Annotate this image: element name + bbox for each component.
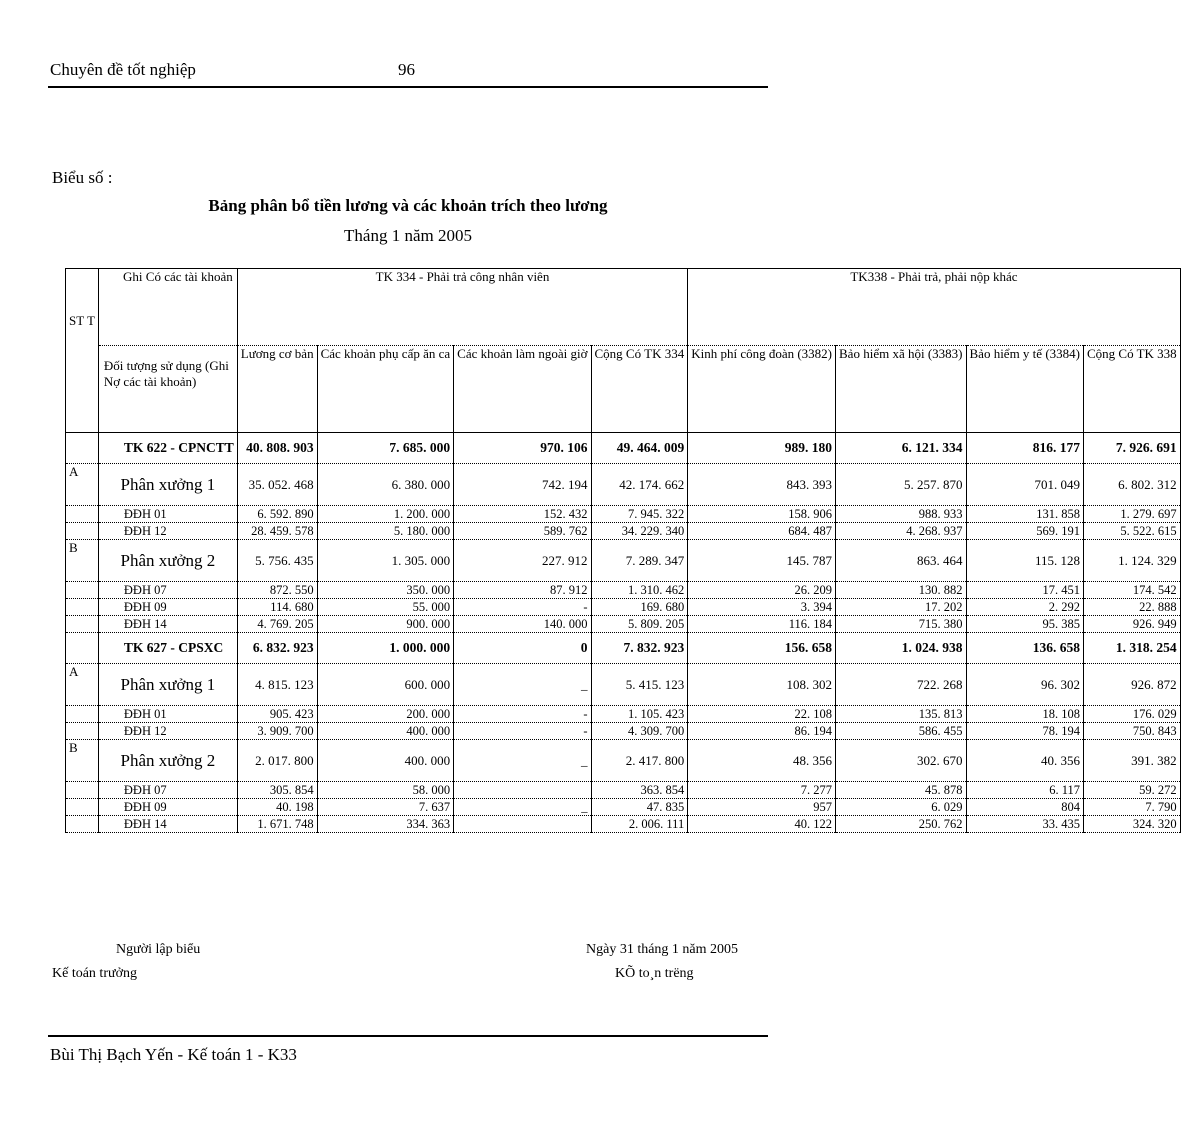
row-label: Phân xưởng 1 (98, 664, 237, 706)
amount-cell (454, 816, 591, 833)
amount-cell: - (454, 706, 591, 723)
order-row (66, 706, 1181, 723)
amount-cell: 108. 302 (688, 664, 836, 706)
amount-cell: - (454, 599, 591, 616)
row-stt (66, 523, 99, 540)
amount-cell: 391. 382 (1083, 740, 1180, 782)
amount-cell: 926. 949 (1083, 616, 1180, 633)
amount-cell: 45. 878 (836, 782, 966, 799)
row-stt (66, 599, 99, 616)
amount-cell: 40. 122 (688, 816, 836, 833)
amount-cell: 26. 209 (688, 582, 836, 599)
amount-cell: 324. 320 (1083, 816, 1180, 833)
amount-cell: 4. 769. 205 (237, 616, 317, 633)
amount-cell: 7. 790 (1083, 799, 1180, 816)
row-label: Phân xưởng 2 (98, 740, 237, 782)
row-label: ĐĐH 14 (98, 616, 237, 633)
amount-cell: 7. 685. 000 (317, 433, 454, 464)
workshop-row (66, 664, 1181, 706)
row-stt (66, 706, 99, 723)
amount-cell: 1. 024. 938 (836, 633, 966, 664)
amount-cell: 957 (688, 799, 836, 816)
amount-cell: 130. 882 (836, 582, 966, 599)
row-label: ĐĐH 12 (98, 723, 237, 740)
amount-cell: 96. 302 (966, 664, 1083, 706)
amount-cell: 40. 808. 903 (237, 433, 317, 464)
workshop-row (66, 740, 1181, 782)
amount-cell: 750. 843 (1083, 723, 1180, 740)
footer-rule (48, 1035, 768, 1037)
amount-cell: 742. 194 (454, 464, 591, 506)
amount-cell: 6. 117 (966, 782, 1083, 799)
amount-cell: - (454, 723, 591, 740)
amount-cell: 22. 108 (688, 706, 836, 723)
amount-cell: 589. 762 (454, 523, 591, 540)
row-label: ĐĐH 01 (98, 506, 237, 523)
amount-cell: 250. 762 (836, 816, 966, 833)
order-row (66, 582, 1181, 599)
amount-cell: 200. 000 (317, 706, 454, 723)
account-total-row (66, 633, 1181, 664)
amount-cell: 4. 268. 937 (836, 523, 966, 540)
table-header-row-2 (66, 346, 1181, 433)
workshop-row (66, 464, 1181, 506)
account-total-row (66, 433, 1181, 464)
amount-cell: 7. 289. 347 (591, 540, 688, 582)
order-row (66, 599, 1181, 616)
row-label: ĐĐH 01 (98, 706, 237, 723)
amount-cell: 569. 191 (966, 523, 1083, 540)
tk338-group-header: TK338 - Phải trả, phải nộp khác (688, 269, 1180, 346)
form-number-label: Biểu số : (52, 168, 113, 187)
column-header: Cộng Có TK 338 (1083, 346, 1180, 433)
header-rule (48, 86, 768, 88)
amount-cell: 1. 279. 697 (1083, 506, 1180, 523)
amount-cell: 176. 029 (1083, 706, 1180, 723)
order-row (66, 723, 1181, 740)
amount-cell: _ (454, 799, 591, 816)
amount-cell: 2. 292 (966, 599, 1083, 616)
amount-cell: 227. 912 (454, 540, 591, 582)
row-stt: B (66, 740, 99, 782)
amount-cell: 131. 858 (966, 506, 1083, 523)
row-label: ĐĐH 07 (98, 782, 237, 799)
amount-cell: 926. 872 (1083, 664, 1180, 706)
amount-cell: 4. 309. 700 (591, 723, 688, 740)
allocation-table (65, 268, 1181, 833)
amount-cell: 400. 000 (317, 723, 454, 740)
amount-cell: 152. 432 (454, 506, 591, 523)
amount-cell: 2. 417. 800 (591, 740, 688, 782)
amount-cell: 33. 435 (966, 816, 1083, 833)
column-header: Các khoản phụ cấp ăn ca (317, 346, 454, 433)
amount-cell: 7. 926. 691 (1083, 433, 1180, 464)
amount-cell: 350. 000 (317, 582, 454, 599)
amount-cell: 900. 000 (317, 616, 454, 633)
row-stt (66, 782, 99, 799)
amount-cell: _ (454, 664, 591, 706)
amount-cell: 135. 813 (836, 706, 966, 723)
row-stt (66, 723, 99, 740)
row-label: Phân xưởng 1 (98, 464, 237, 506)
row-label: TK 622 - CPNCTT (98, 433, 237, 464)
amount-cell: 4. 815. 123 (237, 664, 317, 706)
signature-date: Ngày 31 tháng 1 năm 2005 (586, 942, 739, 957)
amount-cell: 5. 415. 123 (591, 664, 688, 706)
amount-cell: 40. 356 (966, 740, 1083, 782)
column-header: Cộng Có TK 334 (591, 346, 688, 433)
table-header-row-1 (66, 269, 1181, 346)
column-header: Các khoản làm ngoài giờ (454, 346, 591, 433)
amount-cell: 363. 854 (591, 782, 688, 799)
amount-cell: 1. 310. 462 (591, 582, 688, 599)
row-label: ĐĐH 14 (98, 816, 237, 833)
amount-cell: 17. 202 (836, 599, 966, 616)
order-row (66, 782, 1181, 799)
order-row (66, 816, 1181, 833)
amount-cell: 42. 174. 662 (591, 464, 688, 506)
amount-cell: 116. 184 (688, 616, 836, 633)
tk334-group-header: TK 334 - Phải trả công nhân viên (237, 269, 687, 346)
amount-cell: 6. 802. 312 (1083, 464, 1180, 506)
amount-cell: 156. 658 (688, 633, 836, 664)
row-label: TK 627 - CPSXC (98, 633, 237, 664)
amount-cell: 3. 394 (688, 599, 836, 616)
amount-cell: 87. 912 (454, 582, 591, 599)
amount-cell: 55. 000 (317, 599, 454, 616)
amount-cell: 1. 200. 000 (317, 506, 454, 523)
amount-cell: 59. 272 (1083, 782, 1180, 799)
amount-cell: 5. 522. 615 (1083, 523, 1180, 540)
amount-cell: 302. 670 (836, 740, 966, 782)
amount-cell: 136. 658 (966, 633, 1083, 664)
amount-cell: 2. 006. 111 (591, 816, 688, 833)
amount-cell: 115. 128 (966, 540, 1083, 582)
amount-cell: 1. 305. 000 (317, 540, 454, 582)
amount-cell: 872. 550 (237, 582, 317, 599)
amount-cell: 78. 194 (966, 723, 1083, 740)
amount-cell: 1. 318. 254 (1083, 633, 1180, 664)
row-label: Phân xưởng 2 (98, 540, 237, 582)
chief-accountant-label: Kế toán trưởng (52, 966, 137, 981)
stt-header: ST T (66, 269, 99, 433)
document-header-title: Chuyên đề tốt nghiệp (50, 60, 196, 79)
table-subtitle: Tháng 1 năm 2005 (344, 226, 472, 245)
amount-cell: 6. 832. 923 (237, 633, 317, 664)
row-stt: B (66, 540, 99, 582)
amount-cell: 140. 000 (454, 616, 591, 633)
document-footer: Bùi Thị Bạch Yến - Kế toán 1 - K33 (50, 1045, 297, 1064)
amount-cell: 722. 268 (836, 664, 966, 706)
amount-cell: 18. 108 (966, 706, 1083, 723)
row-stt (66, 506, 99, 523)
amount-cell: 305. 854 (237, 782, 317, 799)
amount-cell: 34. 229. 340 (591, 523, 688, 540)
amount-cell: 7. 637 (317, 799, 454, 816)
table-title: Bảng phân bổ tiền lương và các khoản trích theo lương (208, 196, 608, 215)
workshop-row (66, 540, 1181, 582)
amount-cell: _ (454, 740, 591, 782)
row-stt (66, 582, 99, 599)
amount-cell: 989. 180 (688, 433, 836, 464)
row-stt: A (66, 664, 99, 706)
amount-cell: 334. 363 (317, 816, 454, 833)
amount-cell: 586. 455 (836, 723, 966, 740)
row-stt: A (66, 464, 99, 506)
column-header: Kinh phí công đoàn (3382) (688, 346, 836, 433)
amount-cell: 169. 680 (591, 599, 688, 616)
amount-cell: 158. 906 (688, 506, 836, 523)
amount-cell: 3. 909. 700 (237, 723, 317, 740)
amount-cell: 48. 356 (688, 740, 836, 782)
amount-cell: 114. 680 (237, 599, 317, 616)
amount-cell: 5. 809. 205 (591, 616, 688, 633)
amount-cell: 7. 832. 923 (591, 633, 688, 664)
preparer-signature-label: Người lập biểu (116, 942, 201, 957)
row-stt (66, 816, 99, 833)
amount-cell: 17. 451 (966, 582, 1083, 599)
amount-cell: 40. 198 (237, 799, 317, 816)
order-row (66, 506, 1181, 523)
amount-cell (454, 782, 591, 799)
amount-cell: 1. 105. 423 (591, 706, 688, 723)
column-header: Bảo hiểm xã hội (3383) (836, 346, 966, 433)
row-label: ĐĐH 07 (98, 582, 237, 599)
amount-cell: 970. 106 (454, 433, 591, 464)
amount-cell: 6. 380. 000 (317, 464, 454, 506)
amount-cell: 905. 423 (237, 706, 317, 723)
amount-cell: 684. 487 (688, 523, 836, 540)
amount-cell: 5. 180. 000 (317, 523, 454, 540)
amount-cell: 49. 464. 009 (591, 433, 688, 464)
amount-cell: 1. 000. 000 (317, 633, 454, 664)
amount-cell: 6. 029 (836, 799, 966, 816)
row-stt (66, 633, 99, 664)
column-header: Lương cơ bản (237, 346, 317, 433)
order-row (66, 799, 1181, 816)
column-header: Bảo hiểm y tế (3384) (966, 346, 1083, 433)
amount-cell: 174. 542 (1083, 582, 1180, 599)
row-label: ĐĐH 09 (98, 799, 237, 816)
amount-cell: 5. 756. 435 (237, 540, 317, 582)
amount-cell: 145. 787 (688, 540, 836, 582)
amount-cell: 863. 464 (836, 540, 966, 582)
amount-cell: 7. 277 (688, 782, 836, 799)
debit-accounts-header: Đối tượng sử dụng (Ghi Nợ các tài khoản) (98, 346, 237, 433)
amount-cell: 6. 121. 334 (836, 433, 966, 464)
order-row (66, 523, 1181, 540)
amount-cell: 7. 945. 322 (591, 506, 688, 523)
amount-cell: 701. 049 (966, 464, 1083, 506)
row-stt (66, 616, 99, 633)
amount-cell: 1. 124. 329 (1083, 540, 1180, 582)
order-row (66, 616, 1181, 633)
amount-cell: 600. 000 (317, 664, 454, 706)
amount-cell: 816. 177 (966, 433, 1083, 464)
page-number: 96 (398, 60, 415, 79)
row-stt (66, 433, 99, 464)
amount-cell: 58. 000 (317, 782, 454, 799)
chief-accountant-label-right: KÕ to¸n trëng (615, 966, 694, 981)
amount-cell: 843. 393 (688, 464, 836, 506)
amount-cell: 86. 194 (688, 723, 836, 740)
amount-cell: 28. 459. 578 (237, 523, 317, 540)
amount-cell: 22. 888 (1083, 599, 1180, 616)
amount-cell: 5. 257. 870 (836, 464, 966, 506)
amount-cell: 0 (454, 633, 591, 664)
row-stt (66, 799, 99, 816)
amount-cell: 804 (966, 799, 1083, 816)
amount-cell: 400. 000 (317, 740, 454, 782)
credit-accounts-header: Ghi Có các tài khoản (98, 269, 237, 346)
row-label: ĐĐH 12 (98, 523, 237, 540)
amount-cell: 2. 017. 800 (237, 740, 317, 782)
amount-cell: 35. 052. 468 (237, 464, 317, 506)
amount-cell: 715. 380 (836, 616, 966, 633)
amount-cell: 6. 592. 890 (237, 506, 317, 523)
amount-cell: 1. 671. 748 (237, 816, 317, 833)
amount-cell: 95. 385 (966, 616, 1083, 633)
row-label: ĐĐH 09 (98, 599, 237, 616)
amount-cell: 988. 933 (836, 506, 966, 523)
amount-cell: 47. 835 (591, 799, 688, 816)
